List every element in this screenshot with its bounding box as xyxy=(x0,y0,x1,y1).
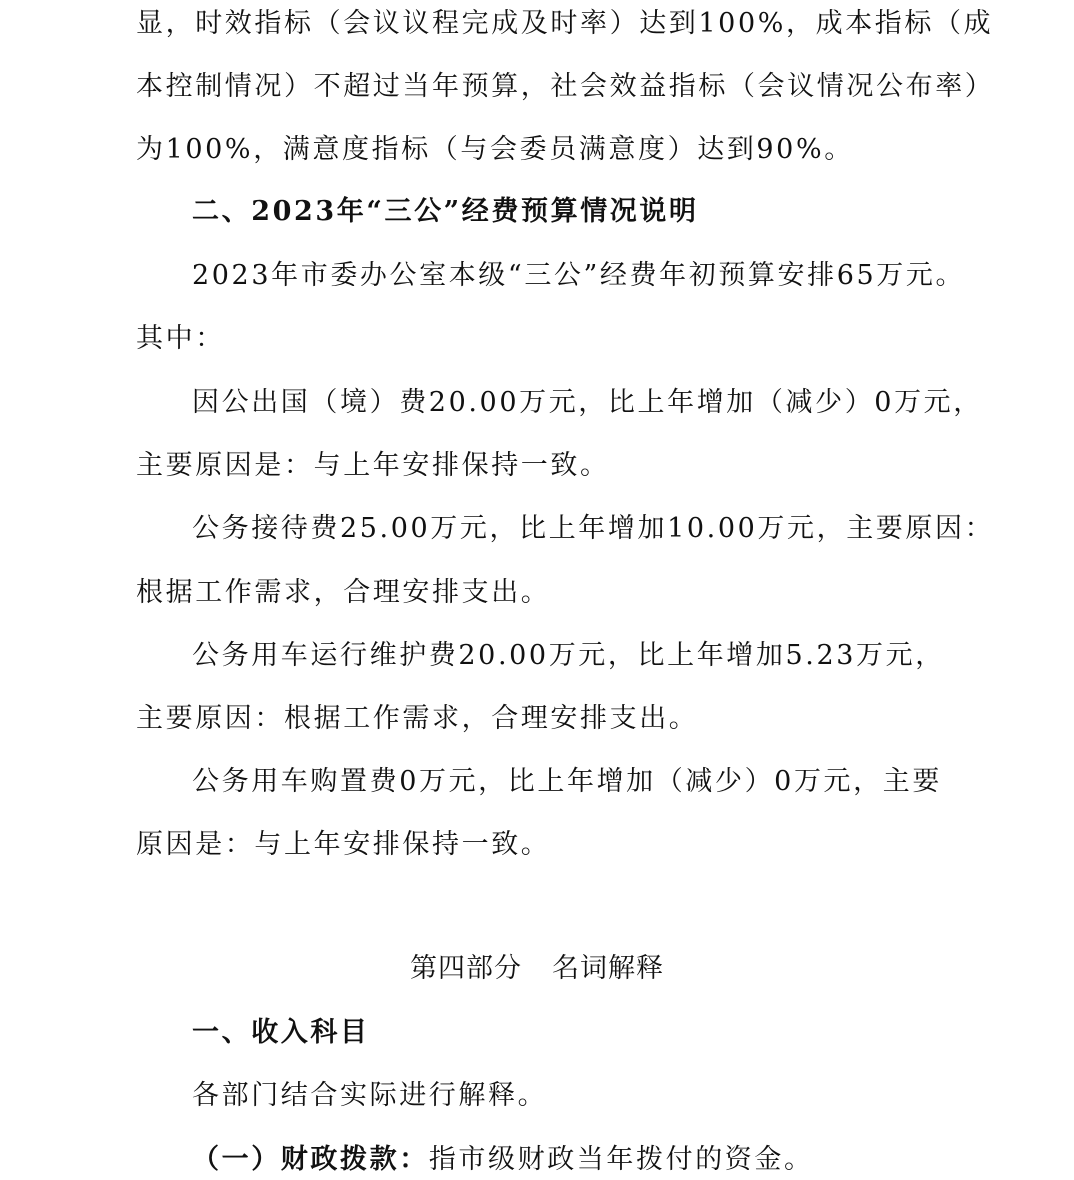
term-definition xyxy=(192,1140,956,1180)
paragraph-line: 2023年市委办公室本级“三公”经费年初预算安排65万元。 xyxy=(192,260,966,291)
part-title-number: 第四部分 xyxy=(410,953,522,984)
paragraph-line: 原因是：与上年安排保持一致。 xyxy=(136,829,551,860)
paragraph-line: 各部门结合实际进行解释。 xyxy=(192,1080,548,1111)
paragraph-line: 其中： xyxy=(136,323,225,354)
paragraph-line: 公务用车购置费0万元，比上年增加（减少）0万元，主要 xyxy=(192,766,942,797)
paragraph-line: 为100%，满意度指标（与会委员满意度）达到90%。 xyxy=(136,134,854,165)
paragraph-line: 公务用车运行维护费20.00万元，比上年增加5.23万元， xyxy=(192,640,945,671)
paragraph-line: 主要原因：根据工作需求，合理安排支出。 xyxy=(136,703,699,734)
term-label: （一）财政拨款： xyxy=(192,1144,429,1175)
paragraph-line: 公务接待费25.00万元，比上年增加10.00万元，主要原因： xyxy=(192,513,995,544)
subsection-heading: 一、收入科目 xyxy=(192,1017,370,1048)
paragraph-line: 本控制情况）不超过当年预算，社会效益指标（会议情况公布率） xyxy=(136,71,995,102)
section-heading: 二、2023年“三公”经费预算情况说明 xyxy=(192,196,699,227)
paragraph-line: 显，时效指标（会议议程完成及时率）达到100%，成本指标（成 xyxy=(136,8,994,39)
part-title xyxy=(0,949,1074,989)
term-text: 指市级财政当年拨付的资金。 xyxy=(428,1144,814,1175)
paragraph-line: 根据工作需求，合理安排支出。 xyxy=(136,577,551,608)
paragraph-line: 因公出国（境）费20.00万元，比上年增加（减少）0万元， xyxy=(192,387,983,418)
part-title-name: 名词解释 xyxy=(552,953,664,984)
paragraph-line: 主要原因是：与上年安排保持一致。 xyxy=(136,450,610,481)
